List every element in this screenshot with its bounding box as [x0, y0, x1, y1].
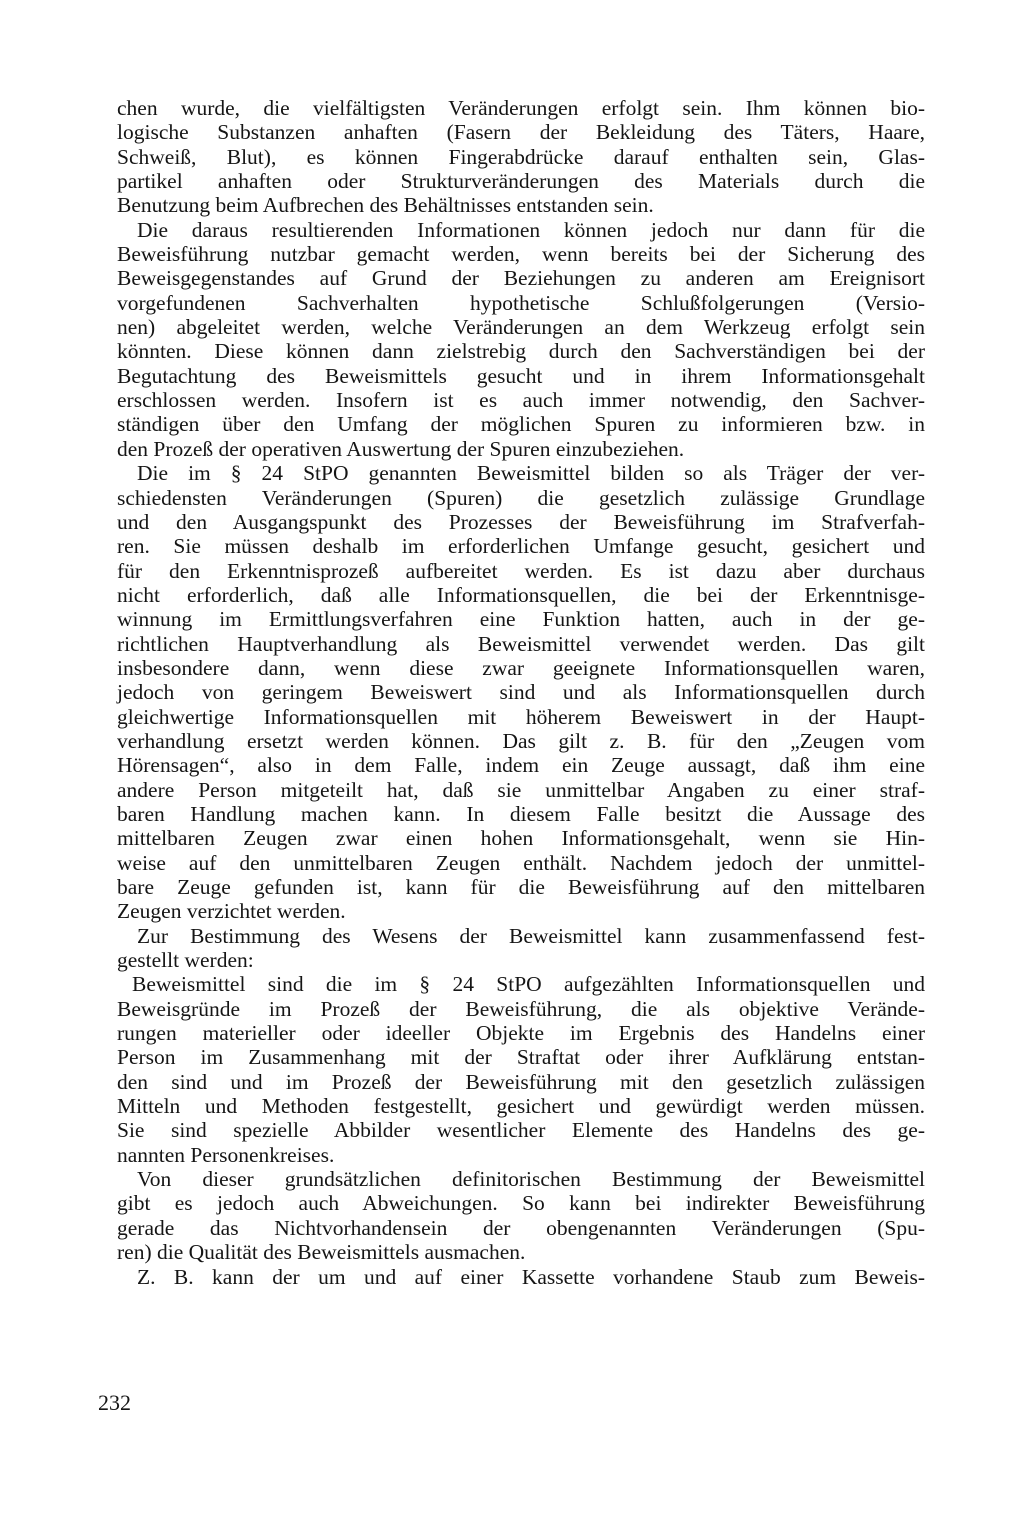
text-line: schiedensten Veränderungen (Spuren) die gesetzlich zulässige Grundlage [117, 485, 925, 510]
paragraph-2 [117, 218, 925, 461]
text-line: für den Erkenntnisprozeß aufbereitet werden. Es ist dazu aber durchaus [117, 558, 925, 583]
page-number: 232 [98, 1390, 131, 1415]
text-line: den Prozeß der operativen Auswertung der Spuren einzubeziehen. [117, 436, 685, 461]
text-line: Beweismittel sind die im § 24 StPO aufgezählten Informationsquellen und [132, 972, 925, 997]
text-line: chen wurde, die vielfältigsten Veränderungen erfolgt sein. Ihm können bio- [117, 96, 925, 120]
text-line: partikel anhaften oder Strukturveränderungen des Materials durch die [117, 169, 925, 194]
text-line: ren. Sie müssen deshalb im erforderlichen Umfange gesucht, gesichert und [117, 534, 925, 559]
paragraph-7 [117, 1265, 925, 1289]
text-line: jedoch von geringem Beweiswert sind und als Informationsquellen durch [117, 680, 925, 705]
text-line: ständigen über den Umfang der möglichen Spuren zu informieren bzw. in [117, 412, 925, 437]
text-line: bare Zeuge gefunden ist, kann für die Beweisführung auf den mittelbaren [117, 875, 925, 899]
definition-paragraph [117, 972, 925, 1167]
text-line: richtlichen Hauptverhandlung als Beweismittel verwendet werden. Das gilt [117, 631, 925, 656]
text-line: winnung im Ermittlungsverfahren eine Funktion hatten, auch in der ge- [117, 607, 925, 632]
text-line: Schweiß, Blut), es können Fingerabdrücke darauf enthalten sein, Glas- [117, 144, 925, 169]
text-line: gleichwertige Informationsquellen mit höherem Beweiswert in der Haupt- [117, 704, 925, 729]
text-line: und den Ausgangspunkt des Prozesses der Beweisführung im Strafverfah- [117, 509, 925, 534]
text-line: nannten Personenkreises. [117, 1142, 335, 1167]
text-line: könnten. Diese können dann zielstrebig durch den Sachverständigen bei der [117, 339, 925, 364]
paragraph-1 [117, 96, 925, 218]
text-line: Beweisführung nutzbar gemacht werden, wenn bereits bei der Sicherung des [117, 242, 925, 267]
text-line: Begutachtung des Beweismittels gesucht und in ihrem Informationsgehalt [117, 363, 925, 388]
text-line: Von dieser grundsätzlichen definitorischen Bestimmung der Beweismittel [137, 1167, 925, 1192]
text-line: erschlossen werden. Insofern ist es auch immer notwendig, den Sachver- [117, 388, 925, 413]
text-line: mittelbaren Zeugen zwar einen hohen Informationsgehalt, wenn sie Hin- [117, 826, 925, 851]
text-line: Person im Zusammenhang mit der Straftat oder ihrer Aufklärung entstan- [117, 1045, 925, 1070]
text-line: Die daraus resultierenden Informationen können jedoch nur dann für die [137, 217, 925, 242]
text-line: verhandlung ersetzt werden können. Das gilt z. B. für den „Zeugen vom [117, 728, 925, 753]
text-line: gibt es jedoch auch Abweichungen. So kann bei indirekter Beweisführung [117, 1191, 925, 1216]
text-line: Z. B. kann der um und auf einer Kassette vorhandene Staub zum Beweis- [137, 1264, 925, 1289]
text-line: andere Person mitgeteilt hat, daß sie unmittelbar Angaben zu einer straf- [117, 777, 925, 802]
text-line: Sie sind spezielle Abbilder wesentlicher Elemente des Handelns des ge- [117, 1118, 925, 1143]
text-line: Die im § 24 StPO genannten Beweismittel bilden so als Träger der ver- [137, 461, 925, 486]
text-line: Zeugen verzichtet werden. [117, 899, 346, 924]
text-line: ren) die Qualität des Beweismittels ausmachen. [117, 1240, 526, 1265]
text-line: gestellt werden: [117, 948, 254, 973]
paragraph-6 [117, 1167, 925, 1264]
text-line: logische Substanzen anhaften (Fasern der Bekleidung des Täters, Haare, [117, 120, 925, 145]
text-line: Mitteln und Methoden festgestellt, gesichert und gewürdigt werden müssen. [117, 1094, 925, 1119]
text-line: Beweisgründe im Prozeß der Beweisführung, die als objektive Verände- [117, 996, 925, 1021]
text-line: den sind und im Prozeß der Beweisführung mit den gesetzlich zulässigen [117, 1069, 925, 1094]
paragraph-3 [117, 461, 925, 924]
text-line: gerade das Nichtvorhandensein der obengenannten Veränderungen (Spu- [117, 1215, 925, 1240]
text-line: nen) abgeleitet werden, welche Veränderungen an dem Werkzeug erfolgt sein [117, 315, 925, 340]
body-text [117, 96, 925, 1289]
paragraph-4 [117, 924, 925, 973]
text-line: insbesondere dann, wenn diese zwar geeignete Informationsquellen waren, [117, 655, 925, 680]
text-line: Beweisgegenstandes auf Grund der Beziehungen zu anderen am Ereignisort [117, 266, 925, 291]
text-line: rungen materieller oder ideeller Objekte im Ergebnis des Handelns einer [117, 1021, 925, 1046]
text-line: Benutzung beim Aufbrechen des Behältnisses entstanden sein. [117, 193, 654, 218]
text-line: vorgefundenen Sachverhalten hypothetische Schlußfolgerungen (Versio- [117, 290, 925, 315]
text-line: Zur Bestimmung des Wesens der Beweismittel kann zusammenfassend fest- [137, 923, 925, 948]
text-line: baren Handlung machen kann. In diesem Falle besitzt die Aussage des [117, 801, 925, 826]
text-line: nicht erforderlich, daß alle Informationsquellen, die bei der Erkenntnisge- [117, 582, 925, 607]
text-line: weise auf den unmittelbaren Zeugen enthält. Nachdem jedoch der unmittel- [117, 850, 925, 875]
text-line: Hörensagen“, also in dem Falle, indem ein Zeuge aussagt, daß ihm eine [117, 753, 925, 778]
